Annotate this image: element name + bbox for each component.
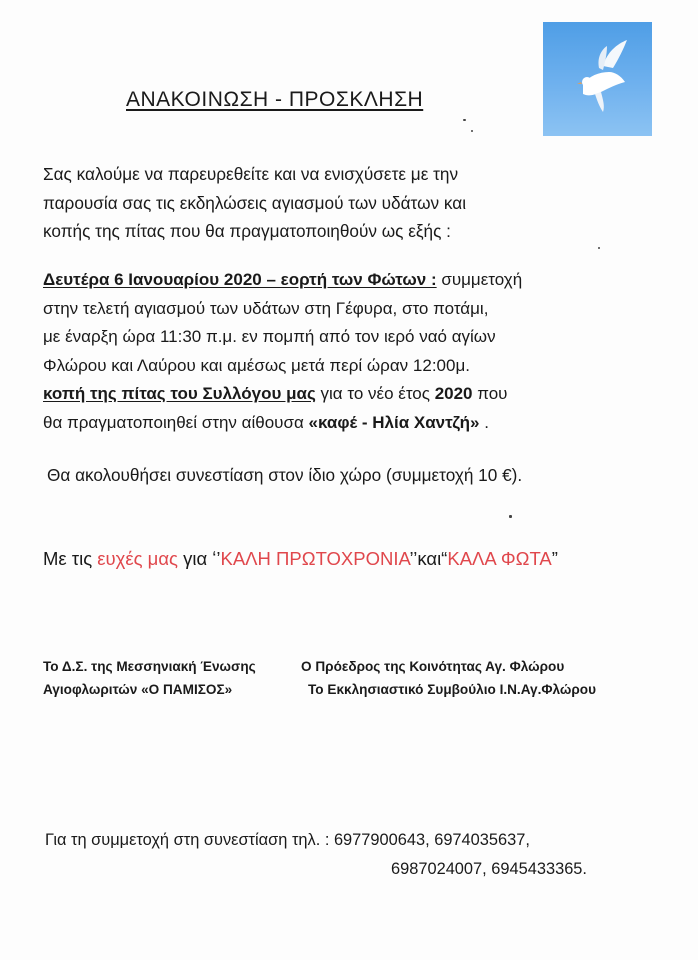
event-text: για το νέο έτος	[315, 384, 435, 403]
event-text: .	[479, 412, 489, 432]
signatories-line-2	[43, 682, 663, 697]
dove-image	[543, 22, 652, 136]
wishes-text: ’’και“	[409, 548, 448, 569]
wishes-highlight: ευχές μας	[97, 548, 178, 569]
intro-paragraph	[43, 160, 643, 246]
wishes-text: ”	[551, 548, 558, 569]
scan-speck	[463, 119, 466, 121]
greeting-epiphany: ΚΑΛΑ ΦΩΤΑ	[447, 548, 552, 569]
intro-line: Σας καλούμε να παρευρεθείτε και να ενισχύσετε με την	[43, 164, 459, 184]
vasilopita-heading: κοπή της πίτας του Συλλόγου μας	[43, 384, 316, 403]
event-year: 2020	[434, 384, 473, 403]
wishes-text: για ʻ’	[177, 548, 221, 569]
greeting-new-year: ΚΑΛΗ ΠΡΩΤΟΧΡΟΝΙΑ	[220, 548, 410, 569]
dove-icon	[543, 22, 652, 136]
contact-line: 6987024007, 6945433365.	[391, 860, 587, 878]
event-line-4: Φλώρου και Λαύρου και αμέσως μετά περί ώραν 12:00μ.	[43, 355, 470, 375]
intro-line: κοπής της πίτας που θα πραγματοποιηθούν ως εξής :	[43, 221, 451, 241]
event-text: που	[472, 384, 508, 403]
scan-speck	[509, 515, 512, 518]
intro-line: παρουσία σας τις εκδηλώσεις αγιασμού των υδάτων και	[43, 192, 467, 213]
signatories-line-1	[43, 659, 663, 674]
contact-info	[45, 826, 645, 884]
signatory-board: Το Δ.Σ. της Μεσσηνιακή Ένωσης	[43, 659, 256, 674]
event-venue: «καφέ - Ηλία Χαντζή»	[308, 412, 480, 432]
event-text: συμμετοχή	[436, 270, 523, 289]
event-line-3: με έναρξη ώρα 11:30 π.μ. εν πομπή από τον ιερό ναό αγίων	[43, 327, 496, 346]
scan-speck	[471, 130, 473, 132]
event-line-6	[43, 409, 641, 438]
event-date-heading: Δευτέρα 6 Ιανουαρίου 2020 – εορτή των Φώτων :	[43, 270, 437, 289]
contact-line: Για τη συμμετοχή στη συνεστίαση τηλ. : 6977900643, 6974035637,	[45, 831, 530, 849]
wishes-line	[43, 548, 663, 570]
event-line-1	[43, 266, 641, 295]
signatory-association: Αγιοφλωριτών «Ο ΠΑΜΙΣΟΣ»	[43, 682, 233, 697]
event-line-2: στην τελετή αγιασμού των υδάτων στη Γέφυρα, στο ποτάμι,	[43, 298, 489, 318]
signatory-president: Ο Πρόεδρος της Κοινότητας Αγ. Φλώρου	[301, 659, 565, 674]
scan-speck	[598, 247, 600, 249]
signatory-church-council: Το Εκκλησιαστικό Συμβούλιο Ι.Ν.Αγ.Φλώρου	[308, 682, 597, 697]
event-line-5	[43, 380, 641, 409]
event-text: θα πραγματοποιηθεί στην αίθουσα	[43, 412, 309, 432]
event-details	[43, 266, 641, 437]
page-title: ΑΝΑΚΟΙΝΩΣΗ - ΠΡΟΣΚΛΗΣΗ	[126, 88, 424, 111]
dinner-note: Θα ακολουθήσει συνεστίαση στον ίδιο χώρο (συμμετοχή 10 €).	[47, 465, 523, 485]
wishes-text: Με τις	[43, 548, 98, 569]
